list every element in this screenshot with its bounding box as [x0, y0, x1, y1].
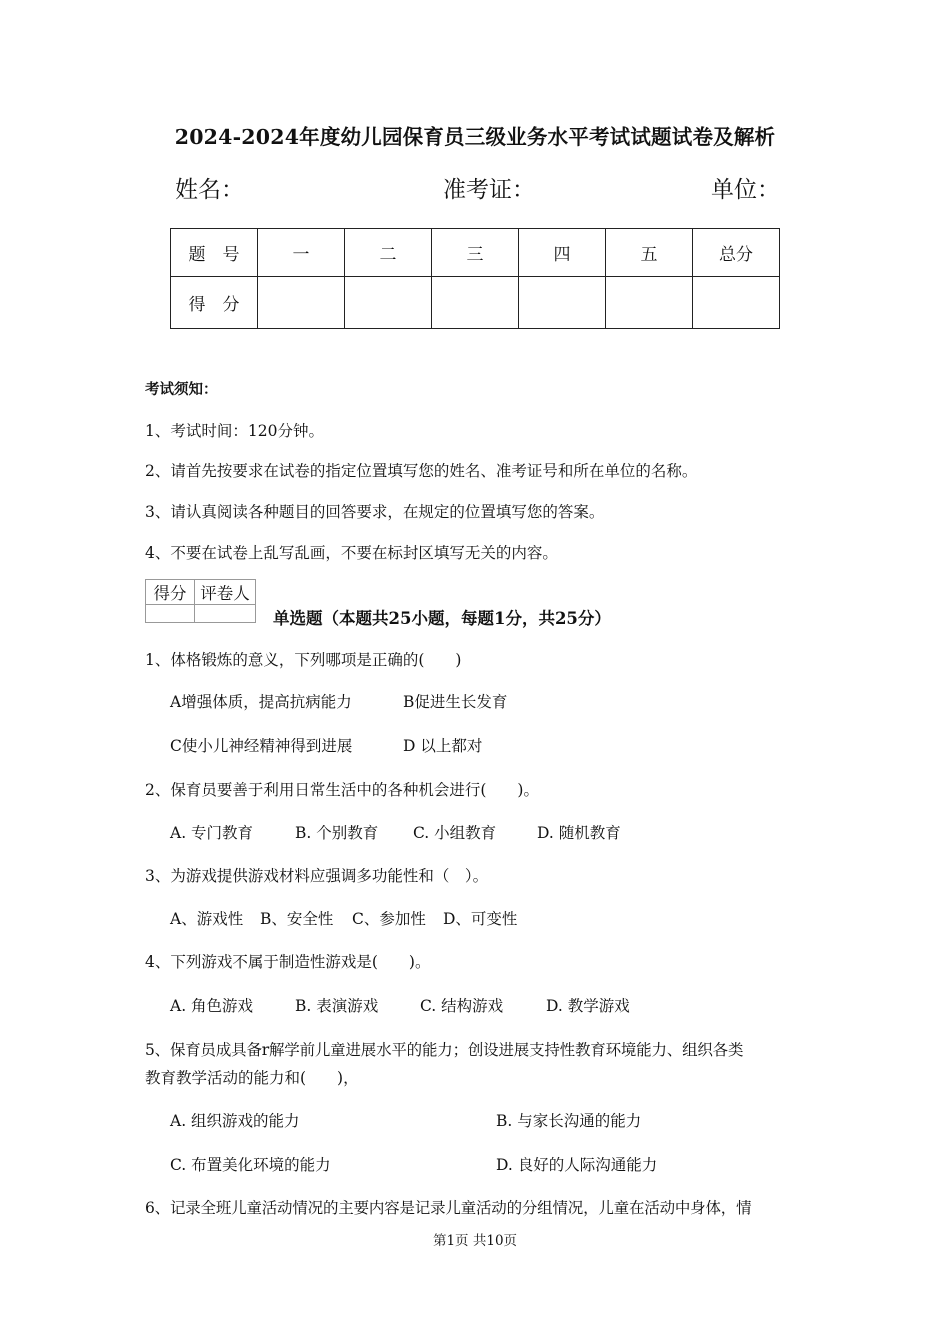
- question-4-option-c[interactable]: C. 结构游戏: [420, 997, 504, 1015]
- grader-name-label: 评卷人: [195, 580, 256, 605]
- question-5-stem-line-1: 5、保育员成具备r解学前儿童进展水平的能力；创设进展支持性教育环境能力、组织各类: [145, 1041, 744, 1059]
- question-6-stem-line-1: 6、记录全班儿童活动情况的主要内容是记录儿童活动的分组情况，儿童在活动中身体，情: [145, 1199, 752, 1217]
- question-2-stem: 2、保育员要善于利用日常生活中的各种机会进行( )。: [145, 781, 539, 799]
- score-cell-2[interactable]: [345, 277, 432, 329]
- page-footer: 第1页 共10页: [432, 1233, 518, 1249]
- score-row-label: 得 分: [171, 277, 258, 329]
- score-header-3: 三: [432, 229, 519, 277]
- question-4-option-a[interactable]: A. 角色游戏: [170, 997, 254, 1015]
- score-cell-1[interactable]: [258, 277, 345, 329]
- question-5-option-d[interactable]: D. 良好的人际沟通能力: [496, 1156, 658, 1174]
- question-3-option-a[interactable]: A、游戏性: [170, 910, 244, 928]
- question-1-option-b[interactable]: B促进生长发育: [403, 693, 508, 711]
- score-header-4: 四: [519, 229, 606, 277]
- question-3-option-b[interactable]: B、安全性: [260, 910, 334, 928]
- notice-item-2: 2、请首先按要求在试卷的指定位置填写您的姓名、准考证号和所在单位的名称。: [145, 462, 698, 480]
- question-1-stem: 1、体格锻炼的意义，下列哪项是正确的( ): [145, 651, 462, 669]
- question-3-stem: 3、为游戏提供游戏材料应强调多功能性和（ ）。: [145, 867, 489, 885]
- unit-field-label: 单位：: [711, 177, 780, 203]
- question-1-option-d[interactable]: D 以上都对: [403, 737, 483, 755]
- question-2-option-d[interactable]: D. 随机教育: [537, 824, 621, 842]
- question-2-option-b[interactable]: B. 个别教育: [295, 824, 379, 842]
- question-5-stem-line-2: 教育教学活动的能力和( )，: [145, 1069, 359, 1087]
- question-4-option-b[interactable]: B. 表演游戏: [295, 997, 379, 1015]
- score-header-total: 总分: [693, 229, 780, 277]
- question-5-option-c[interactable]: C. 布置美化环境的能力: [170, 1156, 331, 1174]
- question-3-option-d[interactable]: D、可变性: [443, 910, 518, 928]
- grader-box: [145, 579, 256, 623]
- score-header-1: 一: [258, 229, 345, 277]
- page-title: 2024-2024年度幼儿园保育员三级业务水平考试试题试卷及解析: [174, 125, 776, 149]
- question-4-stem: 4、下列游戏不属于制造性游戏是( )。: [145, 953, 431, 971]
- grader-score-label: 得分: [146, 580, 195, 605]
- section-title: 单选题（本题共25小题，每题1分，共25分）: [273, 609, 611, 628]
- question-4-option-d[interactable]: D. 教学游戏: [546, 997, 630, 1015]
- score-cell-5[interactable]: [606, 277, 693, 329]
- score-cell-total[interactable]: [693, 277, 780, 329]
- question-3-option-c[interactable]: C、参加性: [352, 910, 426, 928]
- score-header-5: 五: [606, 229, 693, 277]
- notice-item-1: 1、考试时间：120分钟。: [145, 422, 324, 440]
- question-1-option-c[interactable]: C使小儿神经精神得到进展: [170, 737, 353, 755]
- question-5-option-b[interactable]: B. 与家长沟通的能力: [496, 1112, 642, 1130]
- grader-score-cell[interactable]: [146, 605, 195, 623]
- grader-name-cell[interactable]: [195, 605, 256, 623]
- notice-item-4: 4、不要在试卷上乱写乱画，不要在标封区填写无关的内容。: [145, 544, 558, 562]
- score-cell-3[interactable]: [432, 277, 519, 329]
- name-field-label: 姓名：: [175, 177, 244, 203]
- score-header-2: 二: [345, 229, 432, 277]
- score-table: [170, 228, 780, 329]
- notice-heading: 考试须知：: [145, 381, 218, 398]
- notice-item-3: 3、请认真阅读各种题目的回答要求，在规定的位置填写您的答案。: [145, 503, 605, 521]
- question-5-option-a[interactable]: A. 组织游戏的能力: [170, 1112, 300, 1130]
- score-header-label: 题 号: [171, 229, 258, 277]
- question-2-option-a[interactable]: A. 专门教育: [170, 824, 254, 842]
- question-1-option-a[interactable]: A增强体质，提高抗病能力: [170, 693, 352, 711]
- exam-id-field-label: 准考证：: [443, 177, 535, 203]
- score-cell-4[interactable]: [519, 277, 606, 329]
- question-2-option-c[interactable]: C. 小组教育: [413, 824, 497, 842]
